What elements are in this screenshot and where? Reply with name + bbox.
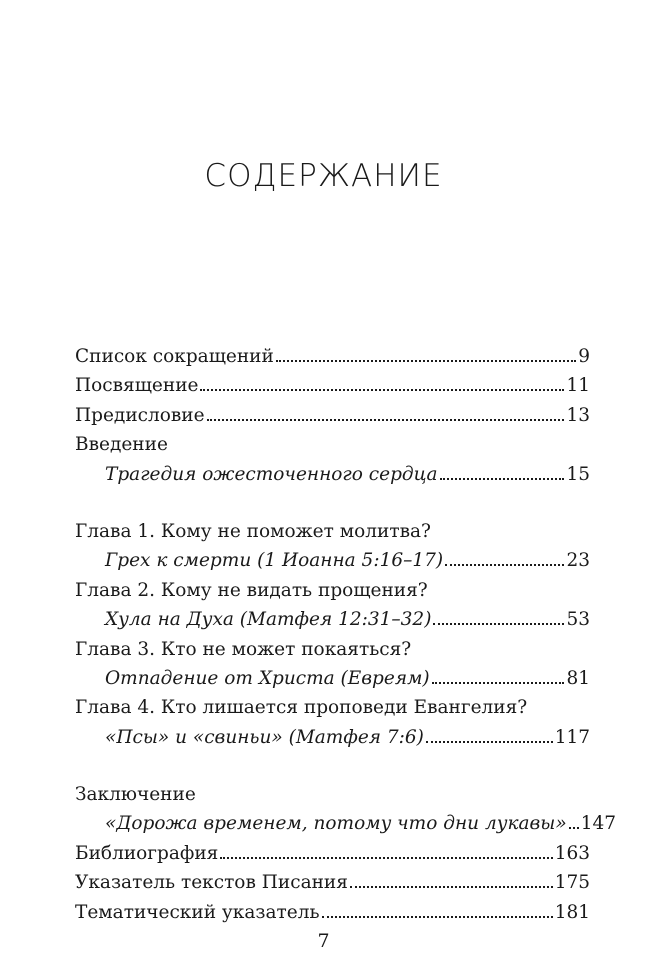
toc-entry-title: Глава 2. Кому не видать прощения? — [75, 579, 428, 601]
toc-entry-title: Введение — [75, 434, 168, 456]
toc-entry — [75, 664, 590, 693]
toc-entry-title: Предисловие — [75, 404, 205, 426]
toc-heading — [75, 430, 590, 459]
dot-leader — [440, 478, 565, 480]
toc-entry-title: Библиография — [75, 842, 219, 864]
toc-entry-page: 11 — [566, 375, 590, 397]
toc-entry-title: Трагедия ожесточенного сердца — [105, 463, 438, 485]
toc-heading — [75, 635, 590, 664]
page-title: СОДЕРЖАНИЕ — [204, 158, 443, 194]
dot-leader — [569, 827, 579, 829]
toc-entry-page: 117 — [554, 726, 590, 748]
toc-entry-title: Тематический указатель — [75, 901, 320, 923]
dot-leader — [350, 886, 553, 888]
dot-leader — [445, 564, 564, 566]
toc-entry-page: 81 — [566, 667, 590, 689]
dot-leader — [276, 360, 576, 362]
toc-entry-page: 181 — [554, 901, 590, 923]
toc-entry-title: Грех к смерти (1 Иоанна 5:16–17) — [105, 550, 444, 572]
toc-entry — [75, 839, 590, 868]
dot-leader — [426, 741, 553, 743]
dot-leader — [200, 389, 564, 391]
toc-entry — [75, 546, 590, 575]
toc-entry — [75, 342, 590, 371]
toc-heading — [75, 576, 590, 605]
toc-entry-title: Глава 3. Кто не может покаяться? — [75, 638, 412, 660]
group-spacer — [75, 752, 590, 780]
toc-entry-title: Указатель текстов Писания — [75, 872, 348, 894]
toc-heading — [75, 693, 590, 722]
toc-entry-page: 163 — [554, 842, 590, 864]
toc-entry-page: 23 — [566, 550, 590, 572]
dot-leader — [433, 623, 564, 625]
toc-entry — [75, 809, 617, 838]
toc-entry — [75, 401, 590, 430]
toc-entry-title: Хула на Духа (Матфея 12:31–32) — [105, 609, 432, 631]
dot-leader — [207, 419, 565, 421]
group-spacer — [75, 489, 590, 517]
toc-entry-page: 13 — [566, 404, 590, 426]
toc-entry-title: Посвящение — [75, 375, 199, 397]
toc-entry-page: 53 — [566, 609, 590, 631]
toc-entry-page: 9 — [578, 346, 590, 367]
toc-entry-title: Глава 4. Кто лишается проповеди Евангелия? — [75, 697, 528, 719]
toc-entry-title: Глава 1. Кому не поможет молитва? — [75, 520, 431, 542]
toc-entry — [75, 898, 590, 927]
toc-entry-title: «Псы» и «свиньи» (Матфея 7:6) — [105, 726, 424, 748]
page-number: 7 — [317, 930, 330, 952]
toc-entry — [75, 868, 590, 897]
table-of-contents — [75, 342, 617, 927]
toc-entry-page: 147 — [580, 813, 617, 835]
toc-entry-page: 175 — [554, 872, 590, 894]
dot-leader — [322, 916, 553, 918]
dot-leader — [220, 857, 552, 859]
toc-entry-title: Отпадение от Христа (Евреям) — [105, 667, 430, 689]
toc-entry — [75, 723, 590, 752]
dot-leader — [432, 682, 565, 684]
toc-entry-title: Заключение — [75, 784, 196, 806]
toc-entry — [75, 460, 590, 489]
toc-entry-title: «Дорожа временем, потому что дни лукавы» — [105, 813, 567, 835]
toc-entry-page: 15 — [566, 463, 590, 485]
toc-heading — [75, 780, 590, 809]
toc-entry — [75, 605, 590, 634]
toc-entry — [75, 371, 590, 400]
toc-entry-title: Список сокращений — [75, 346, 274, 367]
toc-heading — [75, 517, 590, 546]
